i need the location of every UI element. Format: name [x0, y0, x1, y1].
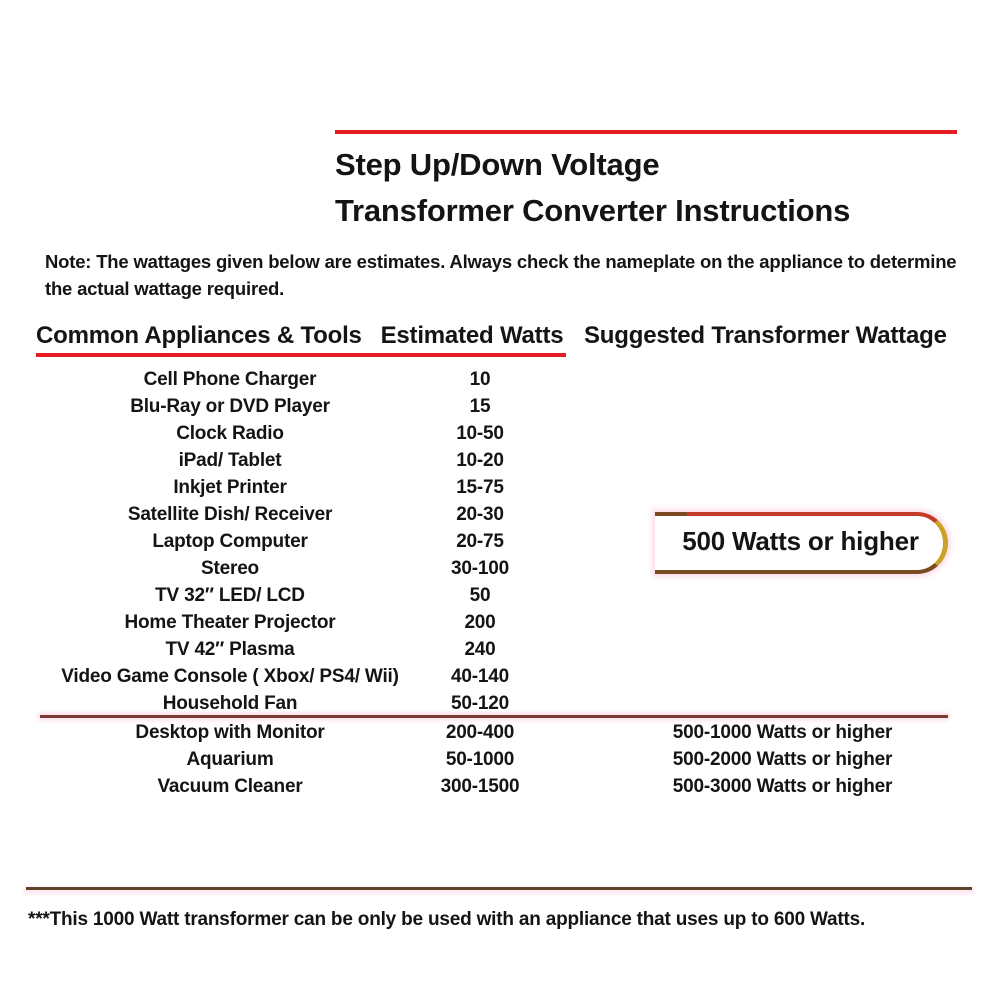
table-row	[0, 609, 1000, 636]
high-wattage-table	[0, 719, 1000, 800]
table-row	[0, 663, 1000, 690]
table-row	[0, 773, 1000, 800]
table-row	[0, 366, 1000, 393]
table-header-row	[0, 322, 1000, 354]
appliance-name: Aquarium	[186, 749, 274, 770]
appliance-name: Home Theater Projector	[124, 612, 336, 633]
table-row	[0, 420, 1000, 447]
table-row	[0, 474, 1000, 501]
header-underline-rule	[36, 353, 566, 357]
note-text: Note: The wattages given below are estimates. Always check the nameplate on the appliance to determine the actual wattage required.	[45, 251, 957, 299]
header-suggested-wattage: Suggested Transformer Wattage	[584, 322, 947, 349]
estimated-watts: 30-100	[451, 558, 509, 579]
appliance-name: Vacuum Cleaner	[157, 776, 303, 797]
header-estimated-watts: Estimated Watts	[380, 322, 564, 349]
estimated-watts: 15	[469, 396, 491, 417]
appliance-name: Video Game Console ( Xbox/ PS4/ Wii)	[61, 666, 399, 687]
suggested-wattage: 500-2000 Watts or higher	[672, 749, 893, 770]
estimated-watts: 20-75	[456, 531, 504, 552]
header-appliances: Common Appliances & Tools	[36, 322, 362, 349]
appliance-name: Laptop Computer	[152, 531, 308, 552]
suggested-wattage: 500-1000 Watts or higher	[672, 722, 893, 743]
estimated-watts: 50-1000	[445, 749, 515, 770]
table-row	[0, 690, 1000, 717]
estimated-watts: 15-75	[456, 477, 504, 498]
appliance-name: iPad/ Tablet	[178, 450, 282, 471]
appliance-name: Clock Radio	[176, 423, 284, 444]
table-row	[0, 447, 1000, 474]
appliance-name: Desktop with Monitor	[135, 722, 325, 743]
appliance-name: Satellite Dish/ Receiver	[127, 504, 333, 525]
footnote-rule	[26, 887, 972, 890]
estimated-watts: 200	[464, 612, 496, 633]
table-divider-rule	[40, 715, 948, 718]
appliance-name: Household Fan	[162, 693, 298, 714]
badge-left-accent	[655, 512, 687, 516]
table-row	[0, 393, 1000, 420]
estimated-watts: 10	[469, 369, 491, 390]
appliance-name: Cell Phone Charger	[143, 369, 317, 390]
page-title-line2: Transformer Converter Instructions	[335, 193, 851, 228]
table-row	[0, 582, 1000, 609]
estimated-watts: 200-400	[445, 722, 515, 743]
estimated-watts: 50	[469, 585, 491, 606]
appliance-name: Blu-Ray or DVD Player	[130, 396, 330, 417]
page-title-line1: Step Up/Down Voltage	[335, 147, 660, 182]
footnote-text: ***This 1000 Watt transformer can be only be used with an appliance that uses up to 600 Watts.	[28, 909, 866, 930]
title-top-rule	[335, 130, 957, 134]
estimated-watts: 20-30	[456, 504, 504, 525]
estimated-watts: 40-140	[451, 666, 509, 687]
appliance-name: Inkjet Printer	[173, 477, 287, 498]
appliance-name: TV 42″ Plasma	[165, 639, 295, 660]
estimated-watts: 300-1500	[440, 776, 520, 797]
estimated-watts: 10-50	[456, 423, 504, 444]
suggested-wattage: 500-3000 Watts or higher	[672, 776, 893, 797]
table-row	[0, 636, 1000, 663]
table-row	[0, 719, 1000, 746]
table-row	[0, 746, 1000, 773]
appliance-name: Stereo	[201, 558, 259, 579]
estimated-watts: 10-20	[456, 450, 504, 471]
appliance-name: TV 32″ LED/ LCD	[155, 585, 305, 606]
page-title	[335, 142, 975, 234]
estimated-watts: 50-120	[451, 693, 509, 714]
estimated-watts: 240	[464, 639, 496, 660]
badge-500-watts-label: 500 Watts or higher	[682, 526, 919, 556]
